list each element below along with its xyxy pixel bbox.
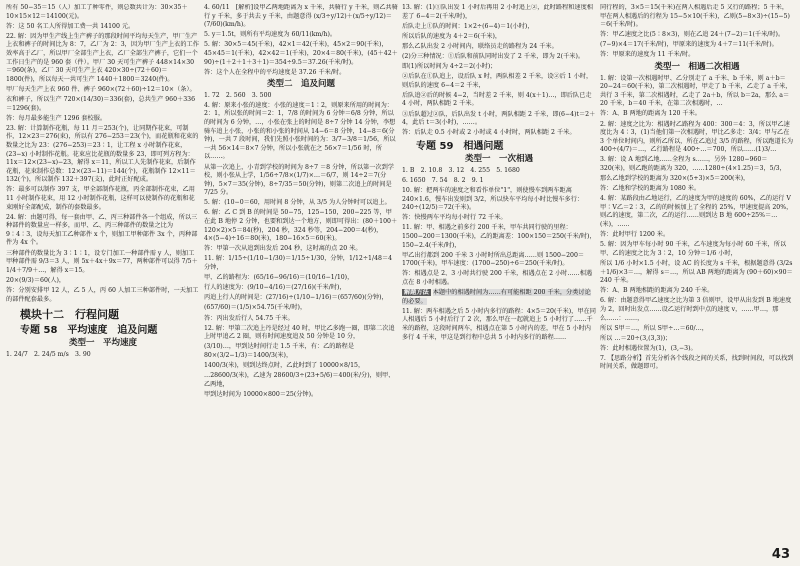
paragraph: 11. 解：1/15÷(1/10−1/30)＝1/15÷1/30，分钟，1/12÷1/48＝4 分钟， (204, 255, 393, 272)
paragraph: 答：A、B 两地相距的距离为 240 千米。 (600, 287, 714, 295)
paragraph: 5. 解：(10−0＝60，用时间 8 分钟，从 3/5 为人分钟时可以追上。 (204, 199, 391, 207)
method-note-label: 解题方法 (404, 289, 429, 297)
answer-line: 6. 1650 7. 54 8. 2 9. 1 (402, 176, 484, 184)
paragraph: (657/60)＝(1/5)×54.75(千米/时)， (204, 304, 307, 312)
column-2 (204, 4, 398, 552)
paragraph: 所以 1/6 小时×1.5 小时，设 AC 的长度为 s 千米，根据题意得 (3/2s＋1/6)×3＝…，解得 s＝…，所以 AB 两地的距离为 (90＋60)×90＝240 千米。 (600, 259, 793, 285)
paragraph: 答：相遇点是 2、3 小时共行驶 200 千米，相遇点在 2 小时……相遇点在 8 小时相遇。 (402, 270, 593, 286)
paragraph: 4. 解：某路段由乙地运行，乙的速度为甲的速度的 60%，乙的运行 V甲∶V乙＝2∶3，乙的的时候加上了全程的 25%，甲速度提高 20%，则乙的速度，第二次，乙的运行……则到达 B 地 600÷25%＝…(米)，…… (600, 195, 793, 229)
paragraph: 答：这 50 名工人所得加工费一共 14100 元。 (6, 22, 135, 30)
paragraph: 答：此时甲行 1200 米。 (600, 231, 670, 239)
paragraph: 即(1)所以时间为 4÷2＝2(小时)； (402, 63, 497, 71)
paragraph: 答：甲第一次从追到出发后 204 秒，这时离的点 20 米。 (204, 245, 362, 253)
paragraph: 6. 解：由题意得甲乙速度之比为第 3 倍则甲，设甲从出发到 B 地速度为 2，回时出发点……设乙运行时到中点的速度 v，……甲…，那么……：……， (600, 297, 792, 322)
answer-line: 1. B 2. 10.8 3. 12 4. 255 5. 1680 (402, 166, 520, 174)
paragraph: 11. 解：两车相遇之后 5 小时内多行的路程：4×5＝20(千米)，甲在同人相遇后 5 小时后行了 2 次，那么甲在一起就追上 5 小时行了……千米的路程，这段时间两车，相遇点在第 5 小时内的差，甲在 5 小时内多行 4 千米，甲这是到行程中总共 5 小时内多行的路程…… (402, 307, 596, 341)
paragraph: 答：A、B 两地的距离为 120 千米。 (600, 110, 701, 118)
paragraph: 所以 …＝20÷(3,(3,3))； (600, 334, 672, 342)
paragraph: 甲厂每天生产上衣 960 件、裤子 960×(72＋60)÷12＝10×（条）。 (6, 85, 196, 93)
paragraph: 4. 解：原来小张的速度：小张的速度＝1∶2，则原来所用的时间为：2：1，所以张的时间＝2：1，7/8 的时间为 6 分钟＝6/8 分钟，所以的时间为 6 分钟，…，小张在张上的时间是 8÷7 分钟 14 分钟，李想骑车追上小张，小张的和小张的时间从 14−6＝8 分钟，14−8＝6(分钟)，一共 7 段时间，我们先照小张时间的为：3/7−3/8＝1/56，所以一共 56×14＝8×7 分钟，所以小张就在之 56×7＝1/56 时，所以……。 (204, 101, 396, 161)
paragraph: 2. 解：速度之比为：相遇时乙路程为 400：300＝4：3，所以甲乙速度比为 4∶3，(1)当他们第一次相遇时，甲比乙多走：3/4；甲与乙在 3 个单位时间内，则所乙所以，所在乙追过 3/5 的路程，所以跑道长为 400÷(4/7)＝…，乙行路程是 400÷…＝700，所以……(1)3/… (600, 120, 794, 154)
paragraph: 甲到达时间为 10000×800＝25(分钟)。 (204, 390, 318, 398)
paragraph: 从第一次追上，小青到学校的时间为 8÷7 ＝8 分钟，所以第一次到学校，则小张从上学，1/56÷7/8×(1/7)×…＝6/7，则 14÷2＝7(分钟)，5×7＝35(分钟)，8÷7/35＝50(分钟)，则第二次追上的时间是 7/25 分。 (204, 163, 394, 197)
paragraph: 所有 50−35＝15（人）加工了种零件，则总数共计为：30×35＋10×15×12＝14100(元)。 (6, 4, 188, 20)
module-title: 模块十二 行程问题 (20, 308, 119, 322)
paragraph: 答：分别安排甲 12 人，乙 5 人，丙 60 人加工三种部件时，一天加工的部件配套最多。 (6, 286, 199, 303)
type-title: 类型二 追及问题 (266, 78, 335, 89)
paragraph: 24. 解：由题可得，每一套由甲、乙、丙三种部件各一个组成，所以三种部件的数量应一样多，而甲、乙、丙三种部件的数量之比为 9∶4∶3，设每天加工乙种部件 x 个，则加工甲种部件 3x 个，丙种部件为 4x 个。 (6, 213, 198, 247)
paragraph: 所以后队的速度为 4＋2＝6(千米)， (402, 32, 502, 40)
paragraph: 答：此时相遇位置为(1)，(3,−3)。 (600, 344, 697, 352)
paragraph: 三种部件的数量比为 3∶1∶1，设专门加工一种部件需 y 人，则加工甲种部件需 9/3＝3 人，则 5x＋4x＋9x＝77，两种部件可以得 7/5＋1/4＋7/9＋...，解得 x＝15。 (6, 249, 198, 274)
column-3 (402, 4, 596, 552)
paragraph: 5. y＝1.5t，则所有平均速度为 60/11(km/h)。 (204, 31, 337, 39)
paragraph: 答：这个人在全程中的平均速度是 37.26 千米/时。 (204, 68, 346, 76)
type-title: 类型一 相遇二次相遇 (654, 61, 740, 72)
paragraph: 那么乙队出发 2 小时间内，联络员走的路程为 24 千米。 (402, 42, 558, 50)
paragraph: (2)分三种情况：①后队和前队同时出发了 2 千米，即为 2(千米)。 (402, 52, 585, 60)
paragraph: 答：后队走 0.5 小时或 2 小时或 4 小时时，两队相距 2 千米。 (402, 129, 576, 137)
paragraph: 5. 解：因为甲车每小时 90 千米，乙车速度为每小时 60 千米，所以甲、乙的速度之比为 3∶2，10 分钟＝1/6 小时， (600, 241, 787, 257)
paragraph: 丙追上行人的时间是：(27/16)÷(1/10−1/16)＝(657/60)(分钟)， (204, 294, 388, 302)
paragraph: 答：甲乙速度之比(5∶8×3)，则在乙追 24＋(7−2)＝1(千米/时)。 (600, 31, 785, 39)
paragraph: 后队走上①队的时间：1×2÷(6−4)＝1(小时)， (402, 22, 534, 30)
column-4 (600, 4, 794, 552)
paragraph: 答：丙出发后行人 54.75 千米。 (204, 314, 294, 322)
type-title: 类型一 平均速度 (68, 338, 137, 349)
paragraph: 1. 解：设第一次相遇时甲、乙分别走了 a 千米、b 千米，则 a＋b＝20−24＝60(千米)，第二次相遇时，甲走了 b 千米，乙走了 a 千米，共行 3 千米，第二次相遇时，乙走了 2a＋b，所以 b＝2a，那么 a＝20 千米，b＝40 千米，在第二次相遇时，… (600, 74, 792, 108)
paragraph: 答：快慢两车平均每小时行 72 千米。 (402, 214, 507, 222)
paragraph: 后队追②后的时候 4−2，当时差 2 千米，则 4(x＋1)…，即后队已走 4 小时，两队相距 2 千米。 (402, 91, 592, 108)
page-columns (6, 4, 794, 552)
column-1 (6, 4, 200, 552)
page-number: 43 (771, 547, 790, 562)
paragraph: 13. 解：(1)①队出发 1 小时后再用 2 小时追上②，此时路程和速度相差了 6−4＝2(千米/时)， (402, 4, 593, 20)
paragraph: 23. 解：计算制作花瓶，每 11 月＝253(个)，让同期作花束，可制作，12×23＝276(束)，所以有 276−253＝23(个)，而花瓶和花束的数量之比为 23：(276−253)＝23∶1，让工程 x 小时制作花束，(23−x) 小时制作花瓶。花束应比花瓶的数量多 23，即可列方程为：11x＝12×(23−x)−23，解得 x＝11，所以工人先制作花束，后制作花瓶，花束制作总数：12×(23−11)＝144(个)，花瓶制作 12×11＝132(个)，所以制作 132＋397(支)，此时正好配成。 (6, 124, 199, 184)
topic-title: 专题 59 相遇问题 (416, 140, 504, 152)
paragraph: 3. 解：设 A 地到乙地……全程为 s……，另外 1280−960＝320(米)，则乙跑的距离为 320，……1280÷(4×1.25)＝3，5/3， (600, 156, 786, 172)
paragraph: 同行程的，3×5＝15(千米)在两人相遇后走 5 又行的路程；5 千米，甲在两人相遇后的行程为 15−5×10(千米)，乙则(5−8×3)÷(15−5)＝6(千米/时)。 (600, 4, 790, 29)
answer-line: 1. 72 2. 560 3. 500 (204, 91, 272, 99)
paragraph: 10. 解：把两车的速度之和看作单位"1"，则使慢车到两车距离 240×1.6，慢车出发则到 3/2，所以快车平均每小时比慢车多行：240÷(12/5)＝72(千米)。 (402, 187, 584, 212)
paragraph: 1400/3(米)，则到达终点时，乙此时到了 10000×8/15， (204, 361, 365, 369)
paragraph: 7. 【思路分析】首先分析各个线段之间的关系，找到时间段，可以找到时间关系，做题即可。 (600, 354, 794, 371)
paragraph: 答：最多可以制作 397 支，甲全部制作花瓶，丙全部制作花束，乙用 11 小时制作花束，用 12 小时制作花瓶，这样可以使制作的花瓶和花束刚好全部配成，制作的套数最多。 (6, 186, 195, 211)
paragraph: 4. 60/11 [解析]设甲乙两地距离为 x 千米，共骑行 y 千米，则乙共骑行 y 千米，多于共去 y 千米，由题意得 (x/3÷y/12)＋(x/5÷y/12)＝(7/60)(km/h)。 (204, 4, 398, 29)
paragraph: 20×(9/3)＝60(人)， (6, 276, 66, 284)
paragraph: 11. 解：甲、相遇之前多行 200 千米，甲车共同行驶的里程：1500−200＝1300(千米)，乙的距离差：100×150＝250(千米/时)，150−2.4(千米/时)， (402, 224, 596, 249)
method-note (402, 289, 596, 306)
type-title: 类型一 一次相遇 (464, 153, 533, 164)
paragraph: 答：甲原来的速度为 11 千米/时。 (600, 51, 695, 59)
paragraph: 答：乙地和学校的距离为 1080 米。 (600, 185, 701, 193)
paragraph: 甲、乙的路程为：(65/16−96/16)＝(10/16−1/10)， (204, 274, 354, 282)
paragraph: 12. 解：甲第二次追上丹是经过 40 时，甲比乙多跑一圈，即第二次追上时甲追乙 2 圈，则有时间速度追及 50 分钟是 10 分， (204, 324, 395, 341)
paragraph: 甲乙出行都到 200 千米 3 小时时所出总距离……则 1500−200＝1700(千米)，甲车速度：(1700−250)÷6＝250(千米/时)。 (402, 251, 585, 268)
paragraph: 22. 解：因为甲生产线上生产裤子的那段时间平均每天生产，甲厂生产上衣和裤子的时间比为 8：7，乙厂为 2：3，因为甲厂生产上衣的工作效率高于乙厂，所以甲厂全部生产上衣，乙厂全部生产裤子，它们一个工作日生产的是 960 套（件）。甲厂 30 天可生产裤子 448×14×30＝960(条)，乙厂 30 天可生产上衣 420×30÷(72＋60)＝1800(件)，所以每天一共可生产 1440＋1800＝3240(件)。 (6, 32, 199, 83)
paragraph: 5. 解：30×5＝45(千米)，42×1＝42(千米)，45×2＝90(千米)，45×45＝1(千米)，42×42＝1(千米)，20×4＝80(千米)，(45＋42＋90)÷(1＋2＋1＋3＋1)＝354÷9.5＝37.26(千米/时)。 (204, 41, 398, 66)
paragraph: 那么乙地到学校的距离为 320×(5+3)×5＝200(米)， (600, 175, 750, 183)
paragraph: ②后队在①队追上，设后队 x 时，两队相差 2 千米，设②后 1 小时，则后队的速度 6−4＝2 千米， (402, 73, 593, 89)
paragraph: 6. 解：乙 C 到 B 的时间是 50−75，125−150，200−225 等，甲在此 B 地停 2 分钟，也要和到达一个地方，则即可得出：(80＋100＋120×2)×5＝84(秒)，204 秒，324 秒等，204−200＝4(秒)，4×(5−4)÷16＝80(米)，180−16×5＝60(米)。 (204, 209, 398, 243)
paragraph: ③后队超过②队，后队出发 t 小时，两队相距 2 千米，即(6−4)t＝2＋4，此后 t＝3(小时)，……。 (402, 110, 596, 127)
topic-title: 专题 58 平均速度 追及问题 (20, 325, 158, 337)
answer-line: 1. 24/7 2. 24/5 m/s 3. 90 (6, 351, 91, 359)
paragraph: 行人的速度为：(9/10−4/16)＝(27/16)(千米/时)， (204, 284, 346, 292)
paragraph: (3/10)…，甲到达时间行走 1.5 千米，有：乙的路程是 80×(3/2−1/3)＝1400/3(米)， (204, 343, 355, 359)
paragraph: 答：每月最多能生产 1296 套校服。 (6, 114, 107, 122)
paragraph: 衣和裤子，所以生产 720×(14/30)＝336(套)，总共生产 960＋336＝1296(套)。 (6, 95, 196, 112)
paragraph: (7−9)×4＝17(千米/时)，甲原来的速度为 4＋7＝11(千米/时)。 (600, 41, 778, 49)
paragraph: 所以 S甲＝…，所以 S甲÷…＝60/…， (600, 324, 708, 332)
paragraph: …28600/3(米)，乙速为 28600/3÷(23+5/6)＝400(米/分)，则甲、乙两地， (204, 372, 395, 388)
method-note-text: 本题中的相遇时间为……有可能相距 200 千米，分类讨论的必要。 (402, 289, 591, 305)
